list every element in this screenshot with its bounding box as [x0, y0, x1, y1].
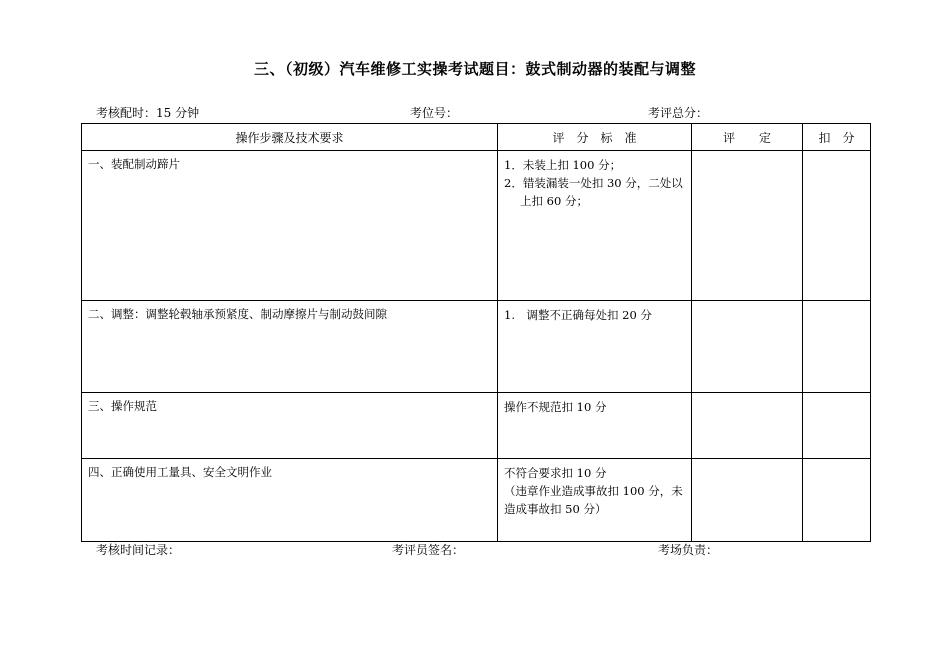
- deduction-cell[interactable]: [803, 459, 871, 542]
- criteria-cell: [498, 151, 692, 301]
- examiner-signature-label: 考评员签名：: [392, 543, 465, 557]
- table-row: [82, 151, 871, 301]
- criteria-line: 造成事故扣 50 分）: [504, 502, 607, 516]
- step-cell: 四、正确使用工量具、安全文明作业: [82, 459, 498, 542]
- criteria-line: 1. 调整不正确每处扣 20 分: [504, 308, 652, 322]
- criteria-line: 不符合要求扣 10 分: [504, 466, 607, 480]
- header-steps: 操作步骤及技术要求: [82, 124, 498, 151]
- deduction-cell[interactable]: [803, 393, 871, 459]
- deduction-cell[interactable]: [803, 151, 871, 301]
- evaluation-cell[interactable]: [692, 459, 803, 542]
- step-cell: 一、装配制动蹄片: [82, 151, 498, 301]
- time-record-label: 考核时间记录：: [96, 543, 181, 557]
- table-row: [82, 301, 871, 393]
- criteria-line: 2．错装漏装一处扣 30 分，二处以: [504, 176, 683, 190]
- evaluation-cell[interactable]: [692, 393, 803, 459]
- step-cell: 二、调整：调整轮毂轴承预紧度、制动摩擦片与制动鼓间隙: [82, 301, 498, 393]
- total-score-label: 考评总分：: [648, 106, 709, 120]
- evaluation-cell[interactable]: [692, 151, 803, 301]
- page-title: 三、（初级）汽车维修工实操考试题目：鼓式制动器的装配与调整: [253, 60, 696, 78]
- criteria-cell: [498, 301, 692, 393]
- site-manager-label: 考场负责：: [658, 543, 719, 557]
- time-allowed-label: 考核配时：15 分钟: [96, 106, 200, 120]
- criteria-line: （违章作业造成事故扣 100 分，未: [504, 484, 683, 498]
- header-deduction: 扣 分: [803, 124, 871, 151]
- table-header-row: [82, 124, 871, 151]
- table-row: [82, 459, 871, 542]
- deduction-cell[interactable]: [803, 301, 871, 393]
- criteria-line: 上扣 60 分；: [520, 194, 588, 208]
- criteria-line: 操作不规范扣 10 分: [504, 400, 607, 414]
- evaluation-cell[interactable]: [692, 301, 803, 393]
- criteria-cell: [498, 459, 692, 542]
- header-evaluation: 评 定: [692, 124, 803, 151]
- scoring-table: [81, 123, 871, 542]
- seat-number-label: 考位号：: [410, 106, 459, 120]
- header-criteria: 评 分 标 准: [498, 124, 692, 151]
- criteria-cell: [498, 393, 692, 459]
- criteria-line: 1．未装上扣 100 分；: [504, 158, 622, 172]
- table-row: [82, 393, 871, 459]
- step-cell: 三、操作规范: [82, 393, 498, 459]
